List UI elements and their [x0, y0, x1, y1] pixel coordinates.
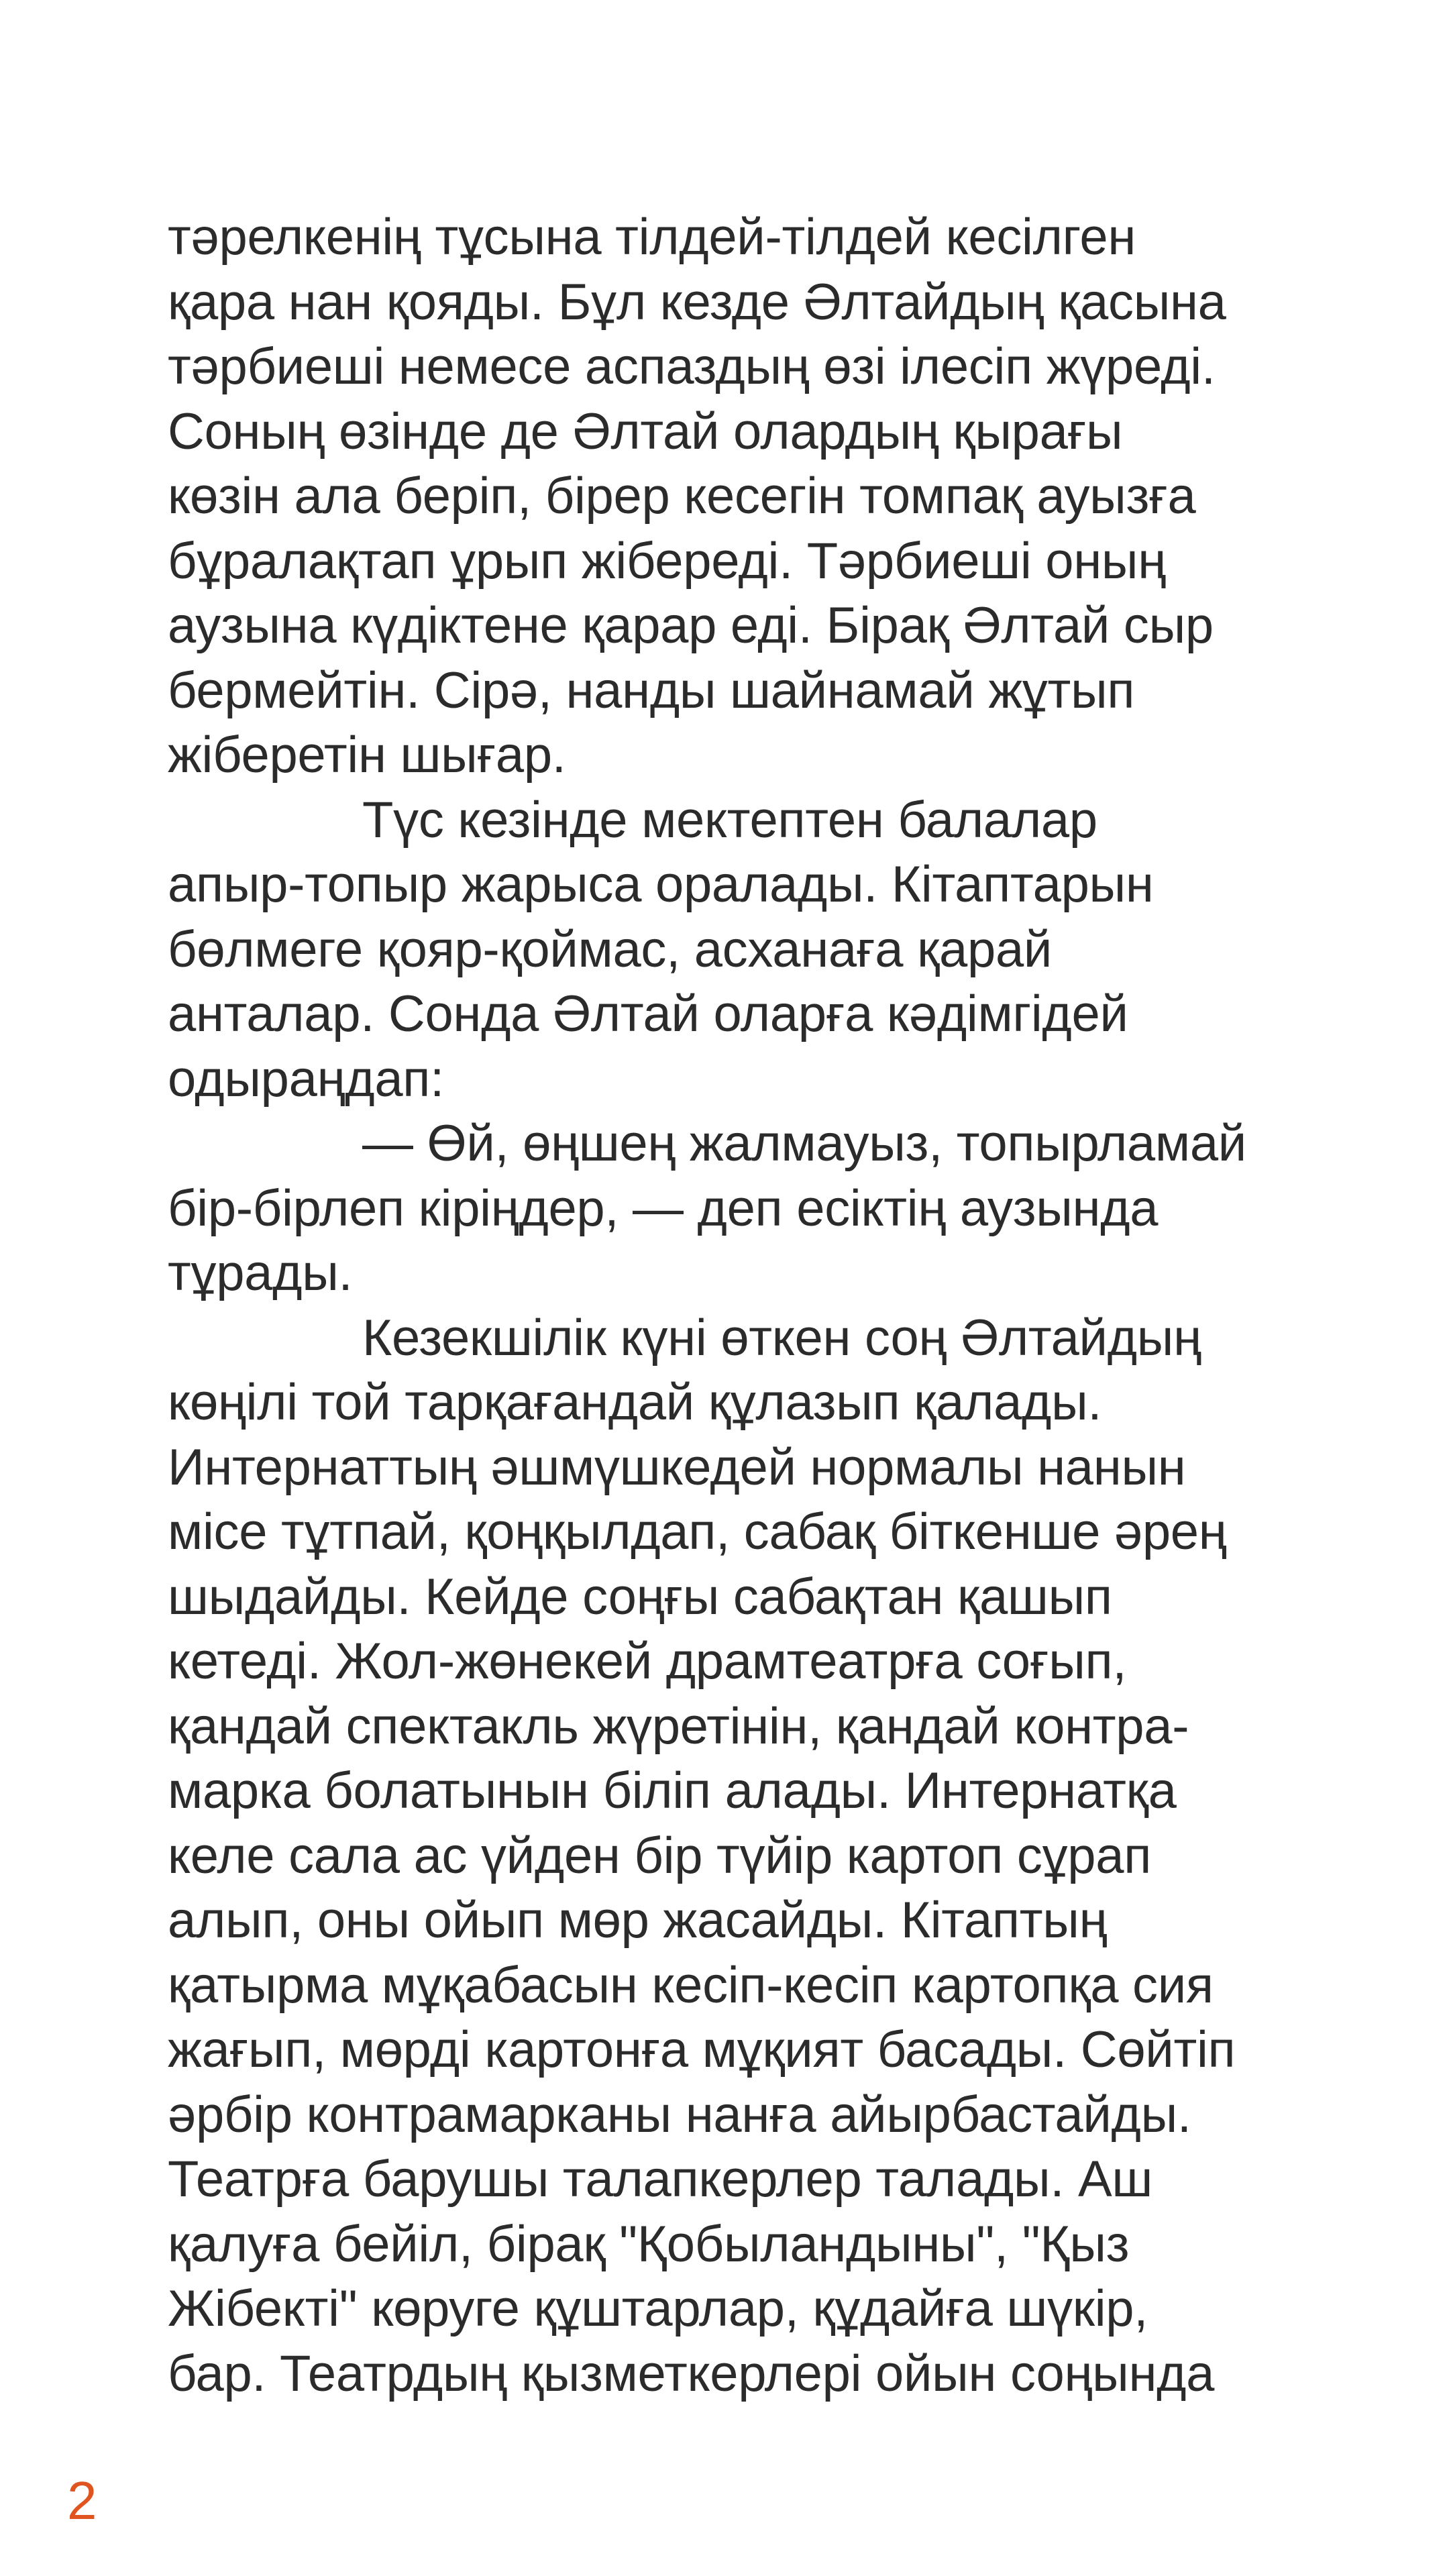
text-line: келе сала ас үйден бір түйір картоп сұрап: [168, 1827, 1152, 1884]
text-line: аузына күдіктене қарар еді. Бірақ Әлтай сыр: [168, 597, 1214, 654]
page-number: 2: [67, 2471, 97, 2530]
text-line: марка болатынын біліп алады. Интернатқа: [168, 1762, 1177, 1819]
text-line: шыдайды. Кейде соңғы сабақтан қашып: [168, 1568, 1112, 1625]
text-line: әрбір контрамарканы нанға айырбастайды.: [168, 2086, 1191, 2143]
text-line: одыраңдап:: [168, 1050, 444, 1108]
text-line: анталар. Сонда Әлтай оларға кәдімгідей: [168, 985, 1128, 1042]
paragraph-first-line: Кезекшілік күні өткен соң Әлтайдың: [362, 1309, 1201, 1366]
text-line: алып, оны ойып мөр жасайды. Кітаптың: [168, 1892, 1108, 1949]
text-line: қара нан қояды. Бұл кезде Әлтайдың қасына: [168, 273, 1226, 331]
text-line: Театрға барушы талапкерлер талады. Аш: [168, 2151, 1153, 2208]
text-line: бар. Театрдың қызметкерлері ойын соңында: [168, 2345, 1215, 2402]
text-line: бұралақтап ұрып жібереді. Тәрбиеші оның: [168, 532, 1166, 590]
text-line: бермейтін. Сірә, нанды шайнамай жұтып: [168, 661, 1135, 719]
text-line: бір-бірлеп кіріңдер, — деп есіктің аузында: [168, 1179, 1159, 1237]
text-line: қатырма мұқабасын кесіп-кесіп картопқа сия: [168, 1956, 1214, 2014]
text-line: көзін ала беріп, бірер кесегін томпақ ауызға: [168, 468, 1196, 525]
text-line: тұрады.: [168, 1244, 353, 1301]
text-line: Соның өзінде де Әлтай олардың қырағы: [168, 402, 1123, 460]
text-line: тәрбиеші немесе аспаздың өзі ілесіп жүреді.: [168, 338, 1216, 395]
text-line: жіберетін шығар.: [168, 727, 566, 784]
text-line: місе тұтпай, қоңқылдап, сабақ біткенше әрең: [168, 1503, 1227, 1560]
text-line: қандай спектакль жүретінін, қандай контра-: [168, 1697, 1189, 1755]
text-line: бөлмеге қояр-қоймас, асханаға қарай: [168, 920, 1053, 978]
text-line: тәрелкенің тұсына тілдей-тілдей кесілген: [168, 209, 1136, 266]
text-line: Интернаттың әшмүшкедей нормалы нанын: [168, 1438, 1186, 1496]
text-line: қалуға бейіл, бірақ "Қобыландыны", "Қыз: [168, 2215, 1130, 2273]
text-line: Жібекті" көруге құштарлар, құдайға шүкір,: [168, 2280, 1148, 2337]
text-line: кетеді. Жол-жөнекей драмтеатрға соғып,: [168, 1633, 1127, 1690]
text-line: апыр-топыр жарыса оралады. Кітаптарын: [168, 856, 1154, 913]
text-line: көңілі той тарқағандай құлазып қалады.: [168, 1374, 1102, 1431]
paragraph-first-line: Түс кезінде мектептен балалар: [362, 791, 1097, 849]
paragraph-first-line: — Өй, өңшең жалмауыз, топырламай: [362, 1115, 1246, 1172]
text-line: жағып, мөрді картонға мұқият басады. Сөйтіп: [168, 2021, 1236, 2078]
body-text: [168, 205, 1342, 2406]
